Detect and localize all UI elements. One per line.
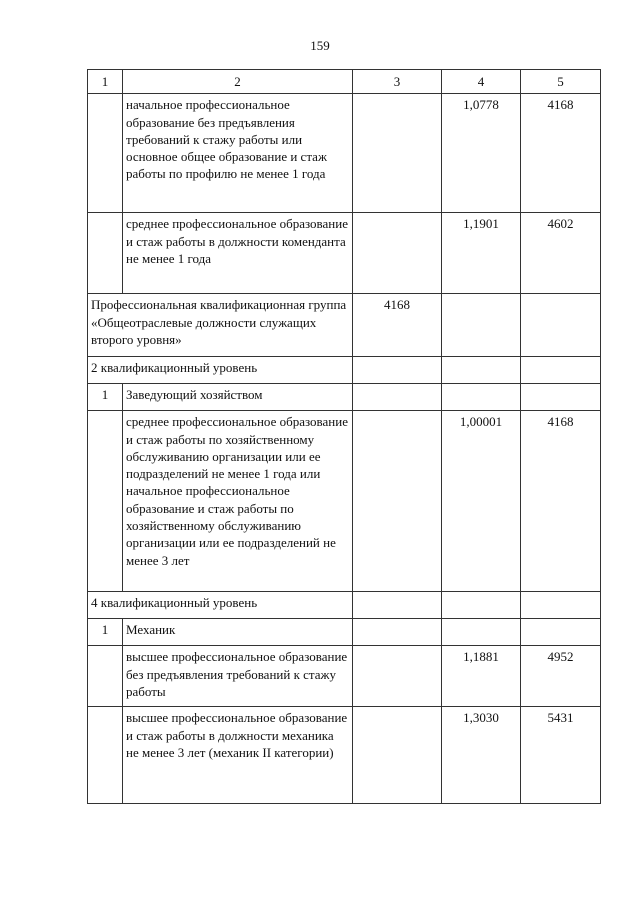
salary-cell (521, 619, 601, 646)
qualification-table (87, 69, 601, 804)
header-cell: 4 (442, 70, 521, 94)
base-salary-cell (353, 411, 442, 592)
page-number: 159 (310, 38, 330, 53)
header-cell: 3 (353, 70, 442, 94)
group-title-cell: Профессиональная квалификационная группа «Общеотраслевые должности служащих второго уровня» (88, 294, 353, 357)
base-salary-cell (353, 384, 442, 411)
base-salary-cell (353, 646, 442, 707)
requirement-text-cell: начальное профессиональное образование без предъявления требований к стажу работы или основное общее образование и стаж работы по профилю не менее 1 года (123, 94, 353, 213)
position-title-cell: Механик (123, 619, 353, 646)
salary-cell (521, 592, 601, 619)
table-row (88, 707, 601, 804)
coefficient-cell (442, 592, 521, 619)
salary-cell (521, 384, 601, 411)
header-row (88, 70, 601, 94)
row-number-cell (88, 411, 123, 592)
level-row (88, 592, 601, 619)
table-row (88, 646, 601, 707)
row-number-cell (88, 707, 123, 804)
position-row (88, 619, 601, 646)
salary-cell: 4952 (521, 646, 601, 707)
level-title-cell: 4 квалификационный уровень (88, 592, 353, 619)
level-title-cell: 2 квалификационный уровень (88, 357, 353, 384)
requirement-text-cell: высшее профессиональное образование без предъявления требований к стажу работы (123, 646, 353, 707)
requirement-text-cell: высшее профессиональное образование и стаж работы в должности механика не менее 3 лет (механик II категории) (123, 707, 353, 804)
table-row (88, 94, 601, 213)
position-row (88, 384, 601, 411)
base-salary-cell (353, 213, 442, 294)
requirement-text-cell: среднее профессиональное образование и стаж работы по хозяйственному обслуживанию организации или ее подразделений не менее 1 года или начальное профессиональное образование и стаж работы по хозяйственному обслуживанию организации или ее подразделений не менее 3 лет (123, 411, 353, 592)
base-salary-cell (353, 592, 442, 619)
level-row (88, 357, 601, 384)
group-row (88, 294, 601, 357)
coefficient-cell (442, 357, 521, 384)
header-cell: 5 (521, 70, 601, 94)
coefficient-cell (442, 619, 521, 646)
row-number-cell (88, 213, 123, 294)
row-number-cell (88, 94, 123, 213)
requirement-text-cell: среднее профессиональное образование и стаж работы в должности коменданта не менее 1 года (123, 213, 353, 294)
coefficient-cell (442, 384, 521, 411)
header-cell: 1 (88, 70, 123, 94)
position-title-cell: Заведующий хозяйством (123, 384, 353, 411)
base-salary-cell (353, 357, 442, 384)
coefficient-cell (442, 294, 521, 357)
coefficient-cell: 1,3030 (442, 707, 521, 804)
row-number-cell: 1 (88, 384, 123, 411)
coefficient-cell: 1,00001 (442, 411, 521, 592)
base-salary-cell: 4168 (353, 294, 442, 357)
table-row (88, 411, 601, 592)
row-number-cell (88, 646, 123, 707)
coefficient-cell: 1,1881 (442, 646, 521, 707)
header-cell: 2 (123, 70, 353, 94)
salary-cell: 4602 (521, 213, 601, 294)
row-number-cell: 1 (88, 619, 123, 646)
salary-cell (521, 294, 601, 357)
salary-cell (521, 357, 601, 384)
coefficient-cell: 1,1901 (442, 213, 521, 294)
table-row (88, 213, 601, 294)
salary-cell: 4168 (521, 411, 601, 592)
salary-cell: 5431 (521, 707, 601, 804)
salary-cell: 4168 (521, 94, 601, 213)
base-salary-cell (353, 619, 442, 646)
coefficient-cell: 1,0778 (442, 94, 521, 213)
base-salary-cell (353, 94, 442, 213)
base-salary-cell (353, 707, 442, 804)
